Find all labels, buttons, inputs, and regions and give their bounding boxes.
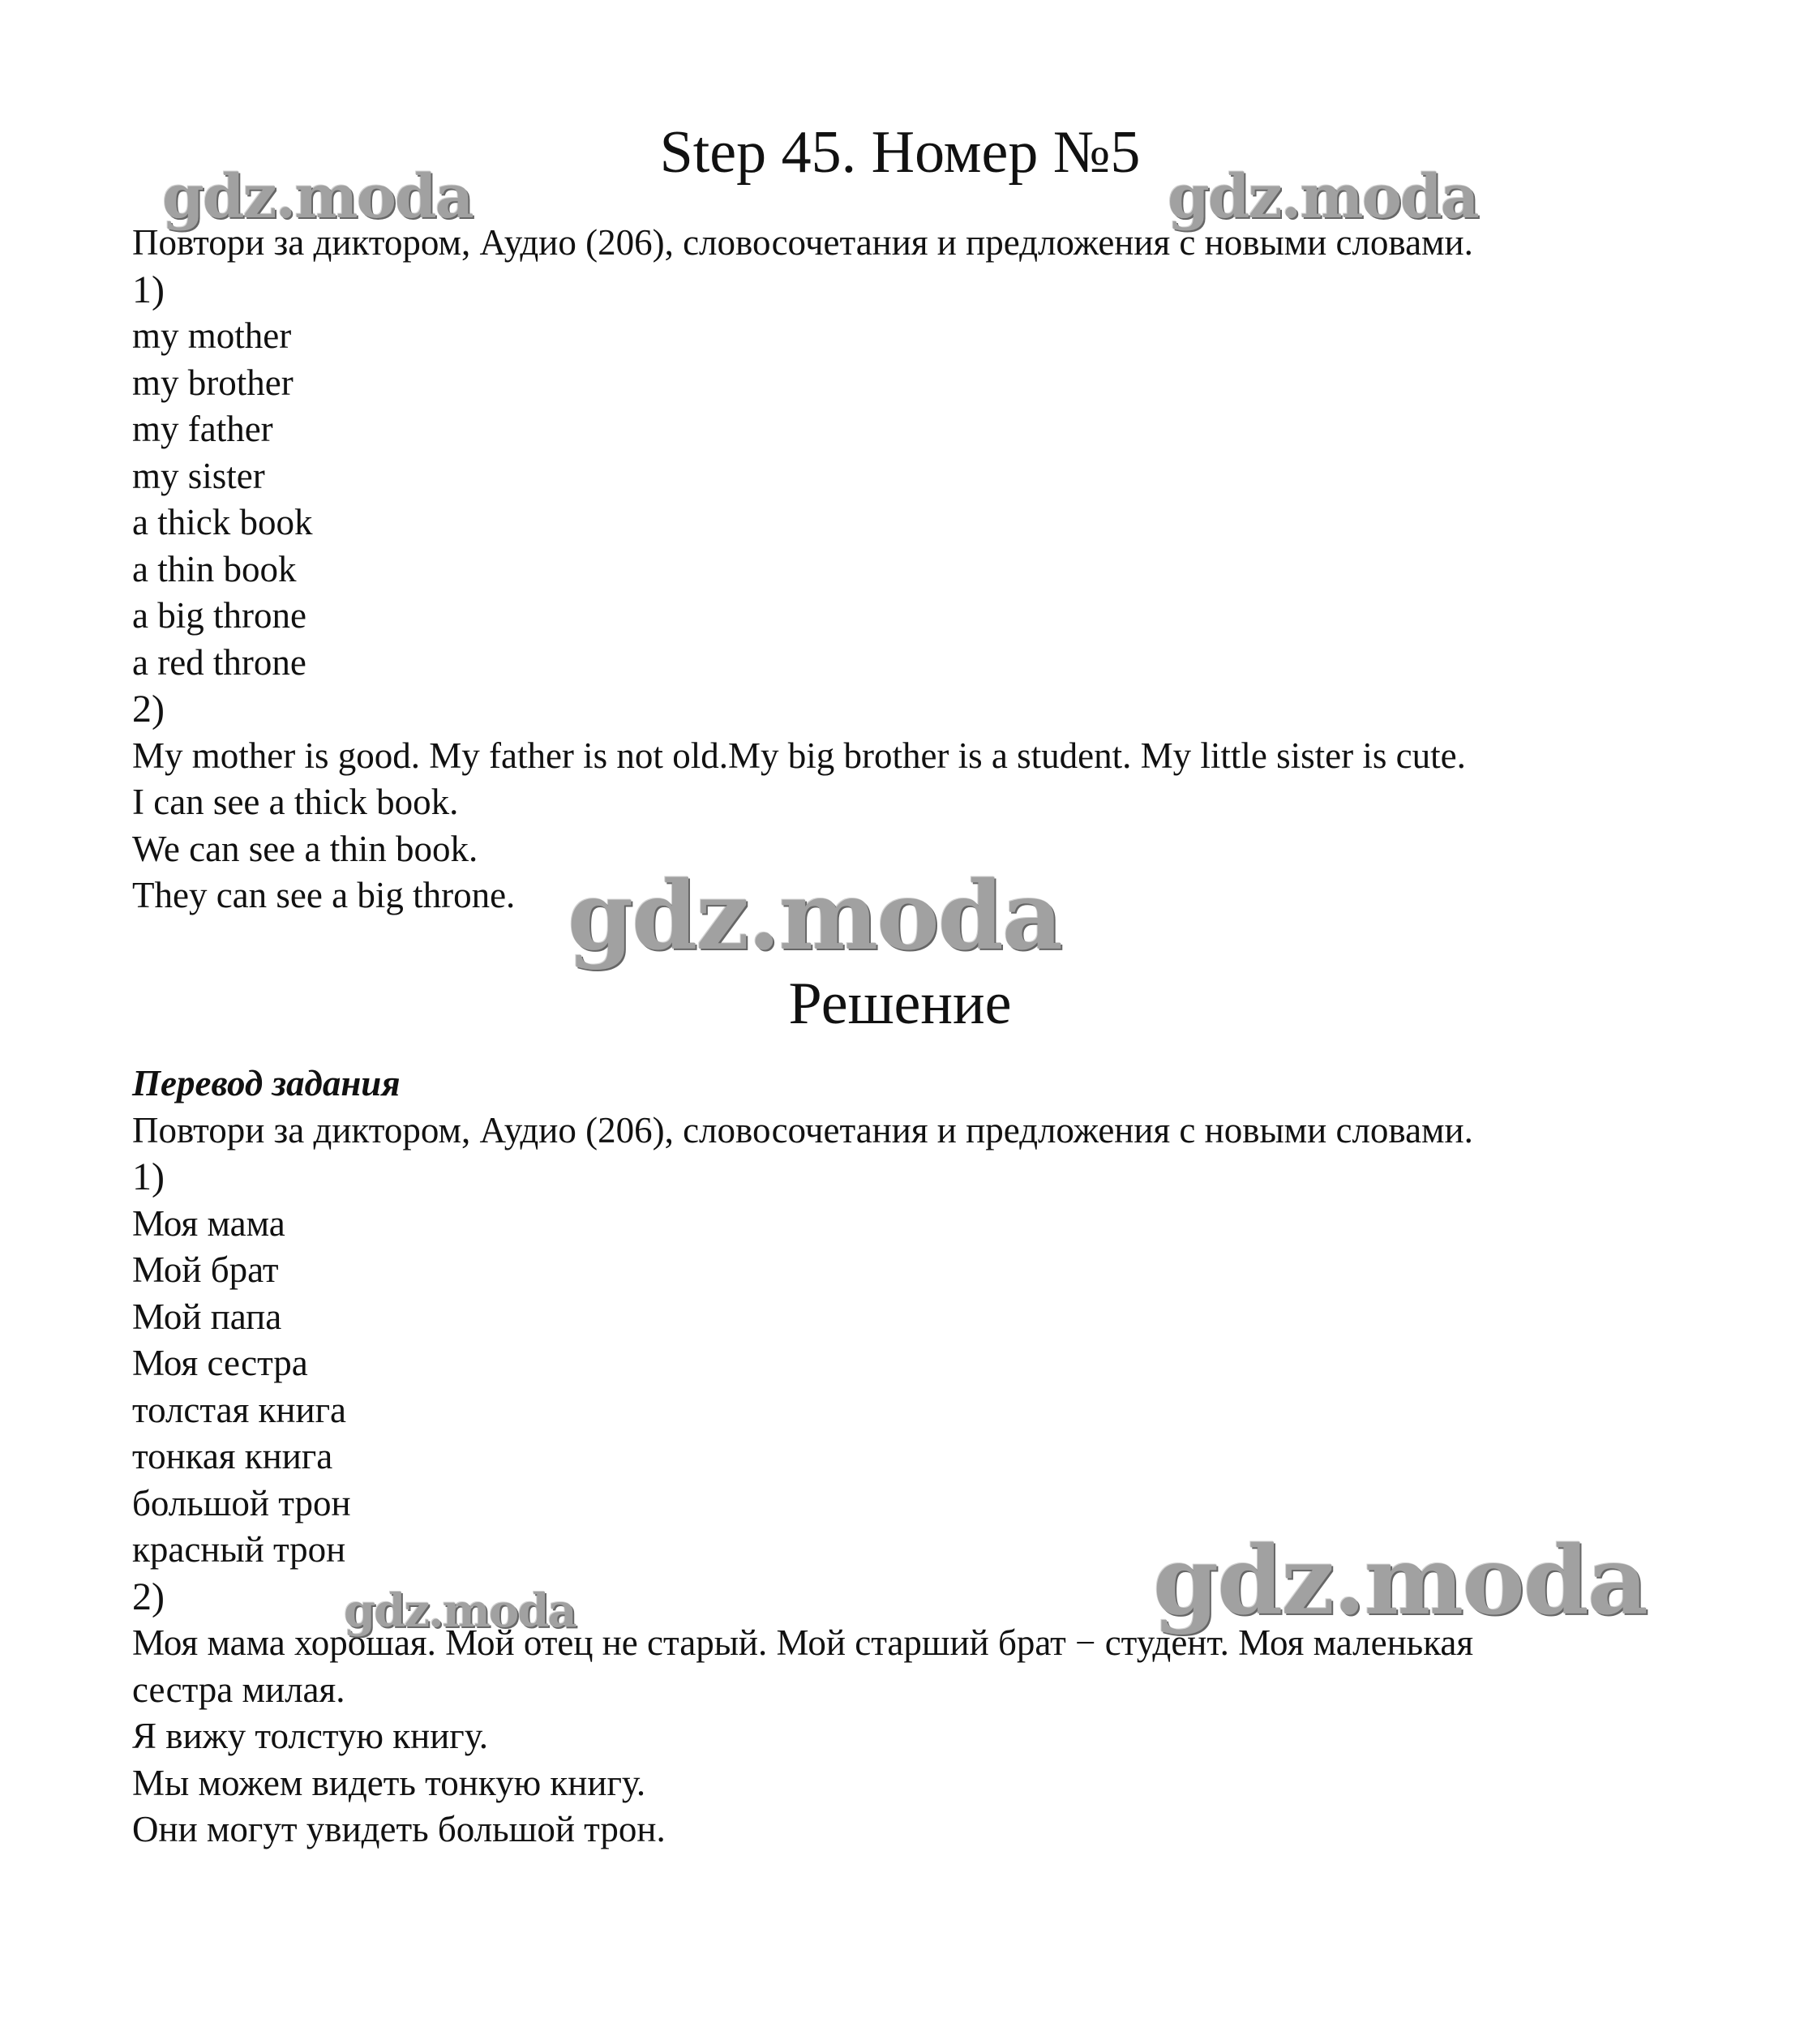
task-part1-item: my mother xyxy=(132,315,292,356)
solution-part2-item: сестра милая. xyxy=(132,1669,345,1710)
solution-part1-item: тонкая книга xyxy=(132,1436,333,1476)
solution-part1-item: Моя мама xyxy=(132,1202,285,1244)
task-part1-item: my father xyxy=(132,409,273,449)
task-part1-item: a big throne xyxy=(132,595,306,636)
solution-part2-label: 2) xyxy=(132,1575,165,1618)
solution-part1-item: красный трон xyxy=(132,1529,346,1570)
solution-part1-item: большой трон xyxy=(132,1482,351,1523)
solution-part1-item: Мой брат xyxy=(132,1249,279,1290)
task-part2-item: My mother is good. My father is not old.My big brother is a student. My little sister is cute. xyxy=(132,735,1466,776)
solution-part1-item: Моя сестра xyxy=(132,1343,308,1383)
solution-part2-item: Они могут увидеть большой трон. xyxy=(132,1809,666,1849)
task-part1-item: my sister xyxy=(132,455,265,496)
translation-heading: Перевод задания xyxy=(132,1063,401,1103)
solution-section xyxy=(132,1061,1721,1853)
task-instruction: Повтори за диктором, Аудио (206), словосочетания и предложения с новыми словами. xyxy=(132,222,1473,263)
watermark: gdz.moda xyxy=(1153,1526,1647,1636)
task-part1-item: my brother xyxy=(132,362,294,403)
task-part2-item: We can see a thin book. xyxy=(132,828,478,869)
solution-part1-label: 1) xyxy=(132,1155,165,1198)
solution-part2-item: Моя мама хорошая. Мой отец не старый. Мой старший брат − студент. Моя маленькая xyxy=(132,1622,1474,1663)
task-section xyxy=(132,220,1721,919)
task-part2-item: I can see a thick book. xyxy=(132,782,459,822)
task-part1-item: a red throne xyxy=(132,641,306,683)
page-title: Step 45. Номер №5 xyxy=(659,119,1141,186)
watermark: gdz.moda xyxy=(568,861,1061,971)
task-part1-item: a thick book xyxy=(132,502,313,542)
task-part2-item: They can see a big throne. xyxy=(132,875,516,915)
task-part1-item: a thin book xyxy=(132,548,297,589)
solution-heading: Решение xyxy=(788,971,1012,1037)
task-part2-label: 2) xyxy=(132,688,165,731)
solution-part2-item: Мы можем видеть тонкую книгу. xyxy=(132,1762,646,1803)
solution-part2-item: Я вижу толстую книгу. xyxy=(132,1716,489,1756)
solution-instruction: Повтори за диктором, Аудио (206), словосочетания и предложения с новыми словами. xyxy=(132,1109,1473,1151)
watermark: gdz.moda xyxy=(1168,162,1478,232)
watermark: gdz.moda xyxy=(344,1584,576,1638)
watermark: gdz.moda xyxy=(162,162,473,232)
solution-part1-item: Мой папа xyxy=(132,1296,282,1337)
solution-part1-item: толстая книга xyxy=(132,1389,347,1430)
task-part1-label: 1) xyxy=(132,268,165,311)
